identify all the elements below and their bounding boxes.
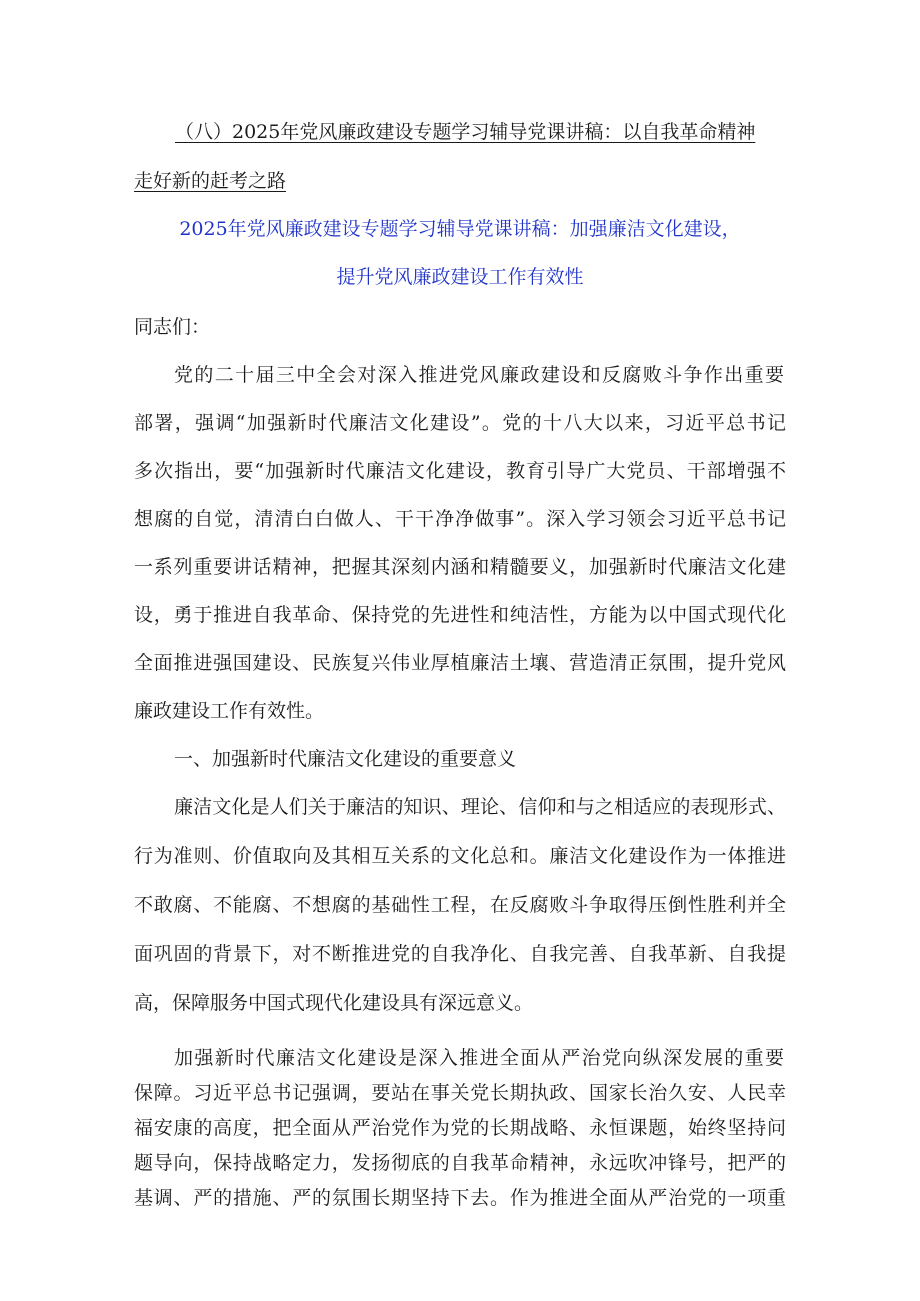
- paragraph-1-line: 全面推进强国建设、民族复兴伟业厚植廉洁土壤、营造清正氛围，提升党风: [134, 652, 786, 674]
- paragraph-3-line: 加强新时代廉洁文化建设是深入推进全面从严治党向纵深发展的重要: [174, 1047, 784, 1069]
- section-heading-1: 一、加强新时代廉洁文化建设的重要意义: [174, 748, 517, 770]
- paragraph-1-line: 多次指出，要“加强新时代廉洁文化建设，教育引导广大党员、干部增强不: [134, 460, 786, 482]
- salutation: 同志们：: [134, 316, 211, 338]
- paragraph-2-line: 高，保障服务中国式现代化建设具有深远意义。: [134, 992, 534, 1014]
- paragraph-3-line: 保障。习近平总书记强调，要站在事关党长期执政、国家长治久安、人民幸: [134, 1082, 786, 1104]
- paragraph-2-line: 不敢腐、不能腐、不想腐的基础性工程，在反腐败斗争取得压倒性胜利并全: [134, 894, 786, 916]
- paragraph-1-line: 廉政建设工作有效性。: [134, 700, 325, 722]
- paragraph-1-line: 一系列重要讲话精神，把握其深刻内涵和精髓要义，加强新时代廉洁文化建: [134, 556, 786, 578]
- paragraph-1-line: 想腐的自觉，清清白白做人、干干净净做事”。深入学习领会习近平总书记: [134, 508, 786, 530]
- document-title-line-1: 2025年党风廉政建设专题学习辅导党课讲稿：加强廉洁文化建设，: [179, 218, 741, 240]
- toc-entry-line-2[interactable]: 走好新的赶考之路: [134, 170, 287, 192]
- paragraph-1-line: 设，勇于推进自我革命、保持党的先进性和纯洁性，方能为以中国式现代化: [134, 604, 786, 626]
- paragraph-2-line: 面巩固的背景下，对不断推进党的自我净化、自我完善、自我革新、自我提: [134, 943, 786, 965]
- paragraph-3-line: 题导向，保持战略定力，发扬彻底的自我革命精神，永远吹冲锋号，把严的: [134, 1152, 786, 1174]
- toc-entry-line-1[interactable]: （八）2025年党风廉政建设专题学习辅导党课讲稿：以自我革命精神: [175, 121, 756, 143]
- paragraph-3-line: 基调、严的措施、严的氛围长期坚持下去。作为推进全面从严治党的一项重: [134, 1187, 786, 1209]
- paragraph-1-line: 部署，强调“加强新时代廉洁文化建设”。党的十八大以来，习近平总书记: [134, 412, 786, 434]
- paragraph-2-line: 行为准则、价值取向及其相互关系的文化总和。廉洁文化建设作为一体推进: [134, 845, 786, 867]
- paragraph-2-line: 廉洁文化是人们关于廉洁的知识、理论、信仰和与之相适应的表现形式、: [174, 796, 786, 818]
- document-title-line-2: 提升党风廉政建设工作有效性: [336, 266, 584, 288]
- paragraph-1-line: 党的二十届三中全会对深入推进党风廉政建设和反腐败斗争作出重要: [174, 364, 784, 386]
- paragraph-3-line: 福安康的高度，把全面从严治党作为党的长期战略、永恒课题，始终坚持问: [134, 1117, 786, 1139]
